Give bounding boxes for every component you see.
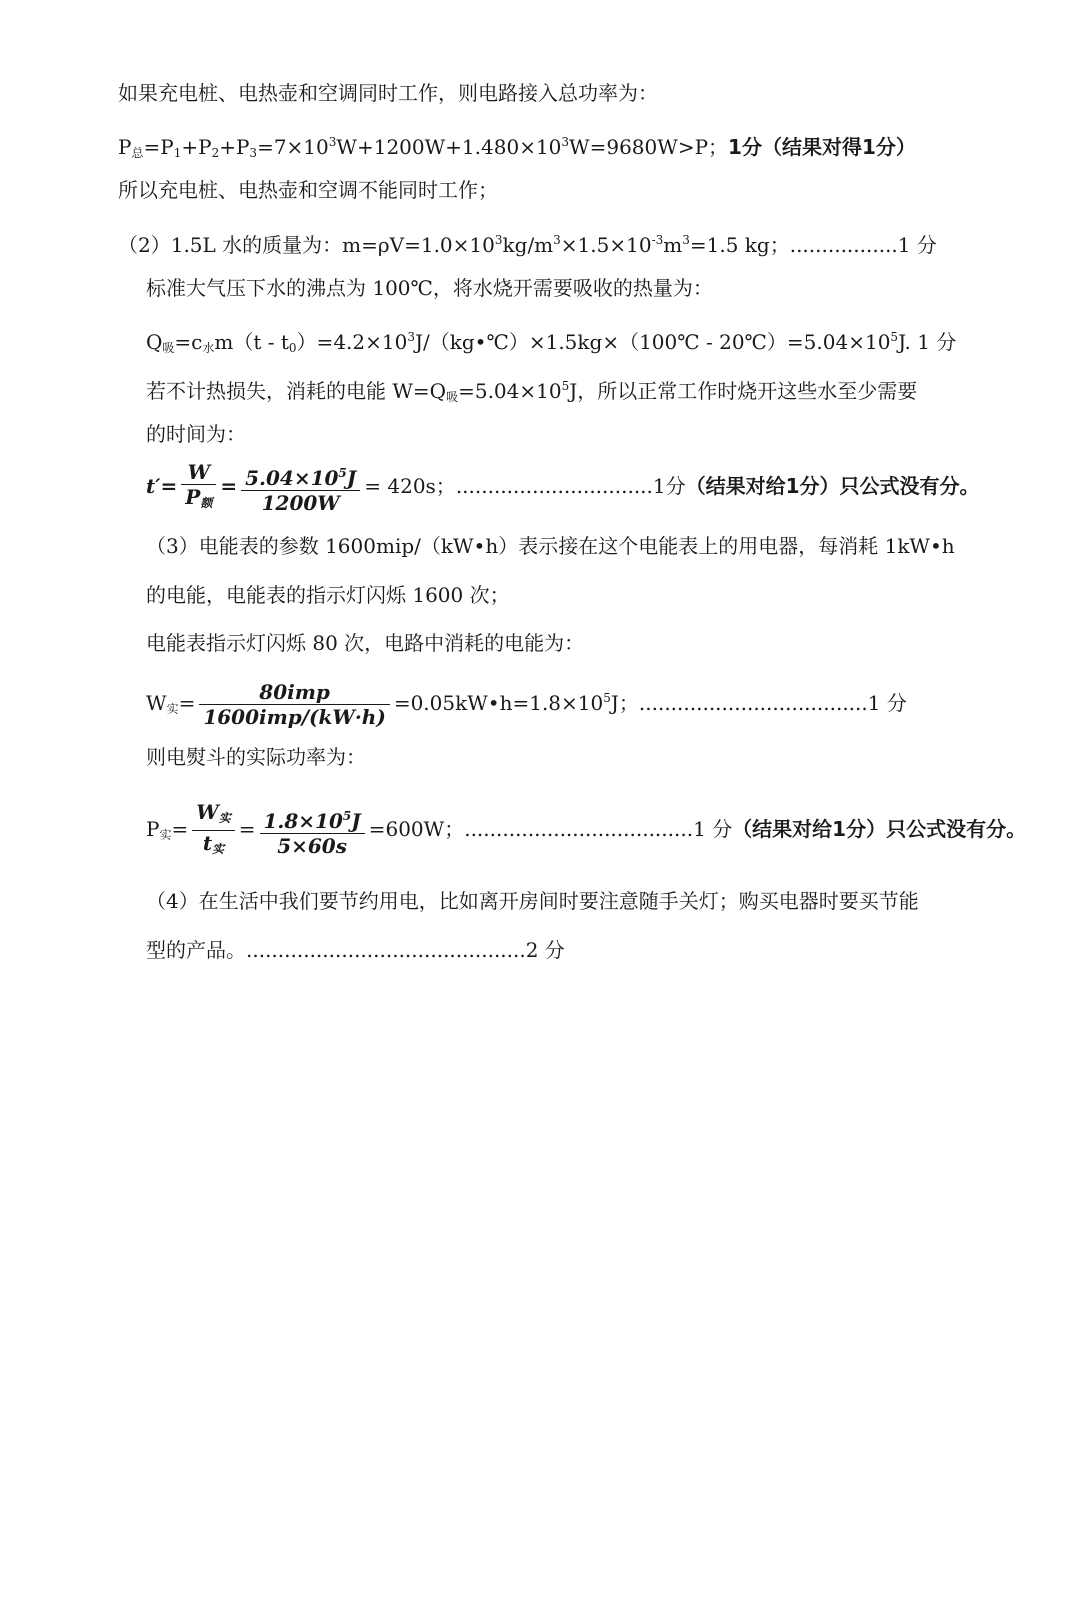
time-equation: t′= $\frac{W}{P_额}$ = $\frac{5.04\times 10^5J}{1200W}$ = 420s；...............................1分（结果对给1分）只公式没有分。 [146, 460, 980, 515]
fraction-energy-over-time: $\frac{1.8\times 10^5J}{5\times 60s}$ [260, 804, 365, 858]
fraction-imp: $\frac{\text{80imp}}{\text{1600imp/(kW·h)}}$ [199, 680, 389, 729]
boiling-point-line: 标准大气压下水的沸点为 100℃，将水烧开需要吸收的热量为： [146, 276, 713, 300]
actual-power-equation: $P_实=$ $\frac{W_实}{t_实}$ = $\frac{1.8\times 10^5J}{5\times 60s}$ =600W；....................................1 分（结果对给1分）只公式没有分。 [146, 800, 1026, 863]
fraction-w-over-p: $\frac{W}{P_额}$ [181, 460, 216, 515]
actual-energy-equation: $W_实=$ $\frac{\text{80imp}}{\text{1600imp/(kW·h)}}$ $=0.05kW•h=1.8\times 10^5J$；....................................1 分 [146, 680, 907, 729]
heat-equation: $Q_吸=c_水m(t$ - $t_0)=4.2\times 10^3J/(kg•℃)\times 1.5kg\times(100℃$ - $20℃)=5.04\times 10^5J$. 1 分 [146, 330, 957, 355]
saving-advice-line: （4）在生活中我们要节约用电，比如离开房间时要注意随手关灯；购买电器时要买节能 [146, 889, 919, 913]
total-power-intro: 如果充电桩、电热壶和空调同时工作，则电路接入总功率为： [118, 81, 658, 105]
score-note: （结果对给1分）只公式没有分。 [685, 474, 980, 498]
total-power-equation: $P_总=P_1+P_2+P_3=7\times 10^3W+1200W+1.480\times 10^3W=9680W>P$；1分（结果对得1分） [118, 135, 916, 160]
score-note: （结果对给1分）只公式没有分。 [732, 817, 1027, 841]
conclusion-line: 所以充电桩、电热壶和空调不能同时工作； [118, 178, 498, 202]
fraction-w-over-t: $\frac{W_实}{t_实}$ [192, 800, 234, 861]
meter-parameter-line: （3）电能表的参数 1600mip/（kW•h）表示接在这个电能表上的用电器，每消耗 1kW•h [146, 534, 955, 558]
flash-80-line: 电能表指示灯闪烁 80 次，电路中消耗的电能为： [146, 631, 585, 655]
score-note: 1分（结果对得1分） [728, 135, 916, 159]
water-mass-line: （2）1.5L 水的质量为：$m=\rho V=1.0\times 10^3kg/m^3\times 1.5\times 10^{-3}m^3=1.5$ kg；.................1 分 [118, 233, 937, 257]
energy-line: 若不计热损失，消耗的电能 $W=Q_吸=5.04\times 10^5J$，所以正常工作时烧开这些水至少需要 [146, 379, 918, 404]
actual-power-intro: 则电熨斗的实际功率为： [146, 745, 366, 769]
meter-flash-line: 的电能，电能表的指示灯闪烁 1600 次； [146, 583, 510, 607]
fraction-energy-over-power: $\frac{5.04\times 10^5J}{1200W}$ [241, 461, 360, 515]
saving-advice-end: 型的产品。............................................2 分 [146, 938, 565, 962]
time-intro: 的时间为： [146, 422, 246, 446]
